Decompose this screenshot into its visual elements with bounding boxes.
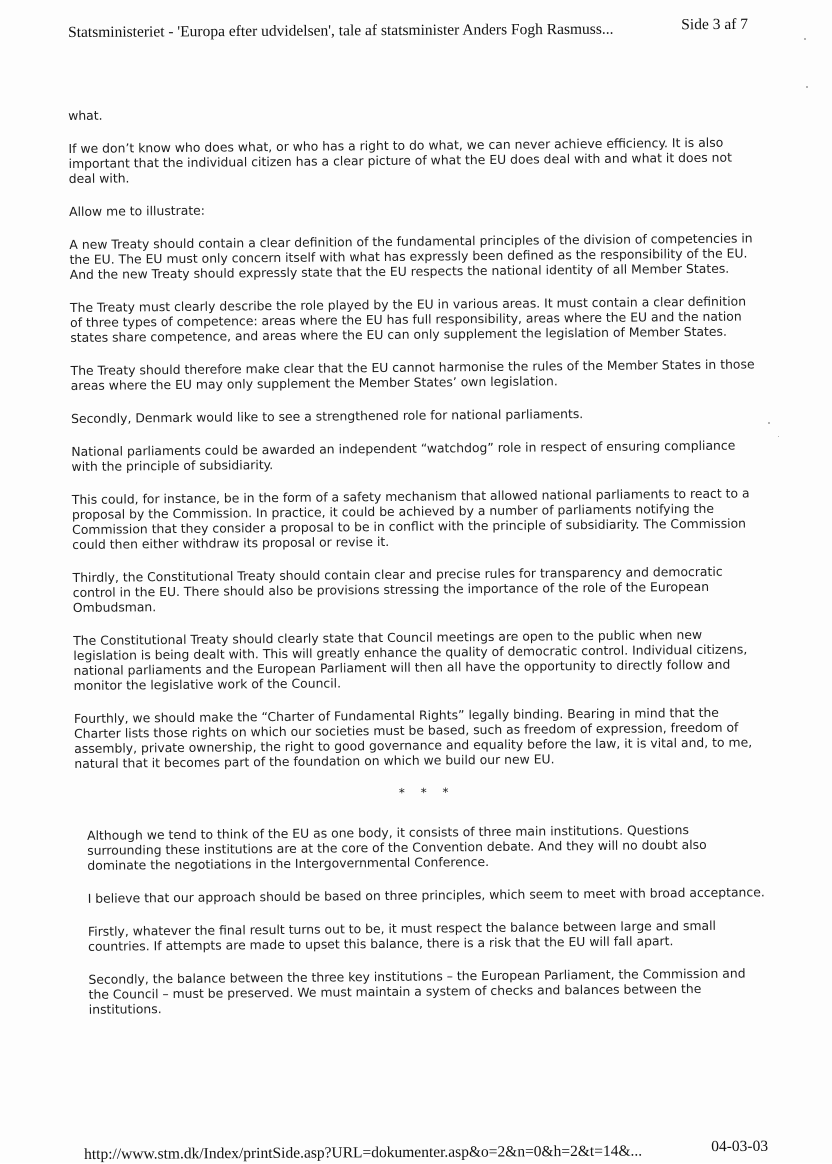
page-footer [84, 1136, 774, 1164]
scan-speck [778, 436, 779, 437]
paragraph: Although we tend to think of the EU as one body, it consists of three main institutions. Questions surrounding these institutions are at the core of the Convention debate. And they will no doubt also dominate the negotiations in the Intergovernmental Conference. [86, 822, 707, 873]
page-header [68, 15, 758, 48]
paragraph: If we don’t know who does what, or who has a right to do what, we can never achieve efficiency. It is also important that the individual citizen has a clear picture of what the EU does deal with and what it does not deal with. [68, 134, 732, 186]
scan-speck [804, 38, 806, 40]
paragraph: A new Treaty should contain a clear definition of the fundamental principles of the division of competencies in the EU. The EU must only concern itself with what has expressly been defined as the responsibility of the EU. And the new Treaty should expressly state that the EU respects the national identity of all Member States. [69, 230, 753, 282]
paragraph: Allow me to illustrate: [68, 202, 206, 219]
scan-speck [768, 422, 770, 424]
paragraph: Thirdly, the Constitutional Treaty should contain clear and precise rules for transparency and democratic control in the EU. There should also be provisions stressing the importance of the role of the European Ombudsman. [72, 563, 723, 615]
paragraph: Secondly, Denmark would like to see a strengthened role for national parliaments. [70, 406, 584, 426]
paragraph: The Constitutional Treaty should clearly state that Council meetings are open to the public when new legislation is being dealt with. This will greatly enhance the quality of democratic control. Individual citizens, national parliaments and the European Parliament will then all have the opportunity to directly follow and monitor the legislative work of the Council. [73, 626, 748, 693]
document-body [68, 93, 767, 1035]
paragraph: I believe that our approach should be based on three principles, which seem to meet with broad acceptance. [87, 884, 765, 906]
paragraph: National parliaments could be awarded an independent “watchdog” role in respect of ensuring compliance with the principle of subsidiarity. [71, 437, 736, 474]
paragraph: Secondly, the balance between the three key institutions – the European Parliament, the Commission and the Council – must be preserved. We must maintain a system of checks and balances between the institutions. [88, 965, 746, 1017]
header-title: Statsministeriet - 'Europa efter udvidelsen', tale af statsminister Anders Fogh Rasmuss... [68, 20, 614, 41]
footer-url: http://www.stm.dk/Index/printSide.asp?URL=dokumenter.asp&o=2&n=0&h=2&t=14&... [84, 1142, 643, 1163]
section-separator: * * * [398, 785, 455, 800]
footer-date: 04-03-03 [711, 1137, 769, 1156]
paragraph: what. [68, 107, 103, 123]
paragraph: Firstly, whatever the final result turns out to be, it must respect the balance between large and small countries. If attempts are made to upset this balance, there is a risk that the EU will fall apart. [87, 917, 717, 954]
header-page-number: Side 3 af 7 [681, 15, 749, 34]
scan-speck [806, 86, 808, 88]
paragraph: This could, for instance, be in the form of a safety mechanism that allowed national parliaments to react to a proposal by the Commission. In practice, it could be achieved by a number of parliaments notifying the Commission that they consider a proposal to be in conflict with the principle of subsidiarity. The Commission could then either withdraw its proposal or revise it. [71, 485, 750, 552]
paragraph: The Treaty should therefore make clear that the EU cannot harmonise the rules of the Member States in those areas where the EU may only supplement the Member States’ own legislation. [70, 356, 755, 393]
paragraph: The Treaty must clearly describe the role played by the EU in various areas. It must contain a clear definition of three types of competence: areas where the EU has full responsibility, areas where the EU and the nation states share competence, and areas where the EU can only supplement the legislation of Member States. [69, 293, 747, 345]
paragraph: Fourthly, we should make the “Charter of Fundamental Rights” legally binding. Bearing in mind that the Charter lists those rights on which our societies must be based, such as freedom of expression, freedom of assembly, private ownership, the right to good governance and equality before the law, it is vital and, to me, natural that it becomes part of the foundation on which we build our new EU. [73, 704, 753, 771]
